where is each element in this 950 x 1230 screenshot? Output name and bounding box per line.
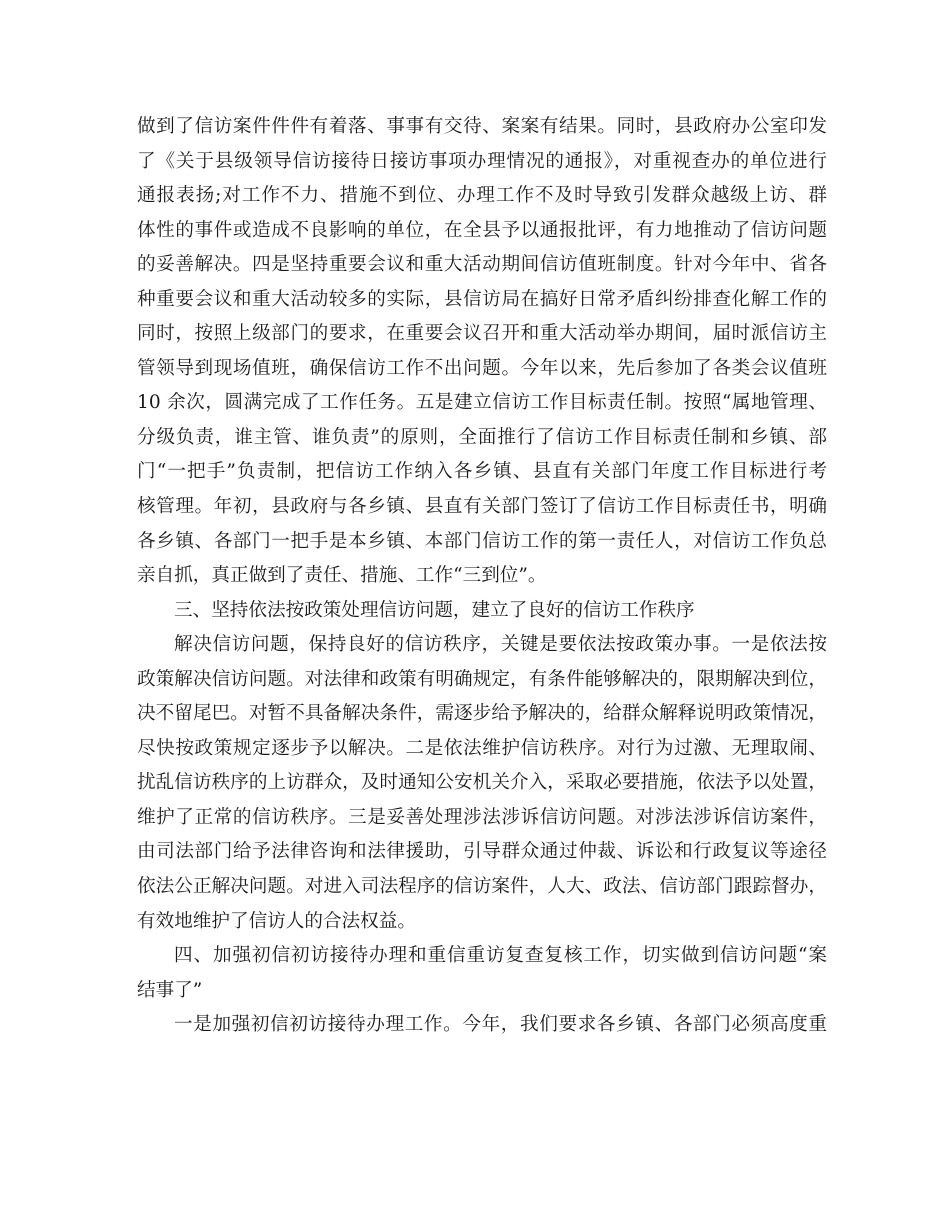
text-line: 政策解决信访问题。对法律和政策有明确规定，有条件能够解决的，限期解决到位， [137,668,827,690]
text-line: 通报表扬;对工作不力、措施不到位、办理工作不及时导致引发群众越级上访、群 [137,185,827,207]
text-line: 尽快按政策规定逐步予以解决。二是依法维护信访秩序。对行为过激、无理取闹、 [137,737,827,759]
text-line: 扰乱信访秩序的上访群众，及时通知公安机关介入，采取必要措施，依法予以处置， [137,772,827,794]
text-line: 有效地维护了信访人的合法权益。 [137,910,416,932]
text-line: 决不留尾巴。对暂不具备解决条件，需逐步给予解决的，给群众解释说明政策情况， [137,703,827,725]
paragraph-first-line: 一是加强初信初访接待办理工作。今年，我们要求各乡镇、各部门必须高度重 [174,1014,827,1036]
text-line: 种重要会议和重大活动较多的实际，县信访局在搞好日常矛盾纠纷排查化解工作的 [137,288,827,310]
text-line: 维护了正常的信访秩序。三是妥善处理涉法涉诉信访问题。对涉法涉诉信访案件， [137,806,827,828]
text-line: 管领导到现场值班，确保信访工作不出问题。今年以来，先后参加了各类会议值班 [137,357,827,379]
paragraph-first-line: 四、加强初信初访接待办理和重信重访复查复核工作，切实做到信访问题“案 [174,945,827,967]
document-body [137,110,827,1043]
text-line: 由司法部门给予法律咨询和法律援助，引导群众通过仲裁、诉讼和行政复议等途径 [137,841,827,863]
text-line: 同时，按照上级部门的要求，在重要会议召开和重大活动举办期间，届时派信访主 [137,323,827,345]
paragraph-first-line: 三、坚持依法按政策处理信访问题，建立了良好的信访工作秩序 [174,599,695,621]
text-line: 门“一把手”负责制，把信访工作纳入各乡镇、县直有关部门年度工作目标进行考 [137,461,827,483]
text-line: 体性的事件或造成不良影响的单位，在全县予以通报批评，有力地推动了信访问题 [137,219,827,241]
text-line: 做到了信访案件件件有着落、事事有交待、案案有结果。同时，县政府办公室印发 [137,116,827,137]
text-line: 亲自抓，真正做到了责任、措施、工作“三到位”。 [137,565,547,587]
text-line: 结事了” [137,979,203,1001]
text-line: 10 余次，圆满完成了工作任务。五是建立信访工作目标责任制。按照“属地管理、 [137,392,827,414]
text-line: 依法公正解决问题。对进入司法程序的信访案件，人大、政法、信访部门跟踪督办， [137,876,827,898]
text-line: 的妥善解决。四是坚持重要会议和重大活动期间信访值班制度。针对今年中、省各 [137,254,827,276]
text-line: 了《关于县级领导信访接待日接访事项办理情况的通报》，对重视查办的单位进行 [137,150,827,172]
text-line: 分级负责，谁主管、谁负责”的原则，全面推行了信访工作目标责任制和乡镇、部 [137,426,827,448]
text-line: 各乡镇、各部门一把手是本乡镇、本部门信访工作的第一责任人，对信访工作负总 [137,530,827,552]
paragraph-first-line: 解决信访问题，保持良好的信访秩序，关键是要依法按政策办事。一是依法按 [174,634,827,656]
text-line: 核管理。年初，县政府与各乡镇、县直有关部门签订了信访工作目标责任书，明确 [137,496,827,518]
